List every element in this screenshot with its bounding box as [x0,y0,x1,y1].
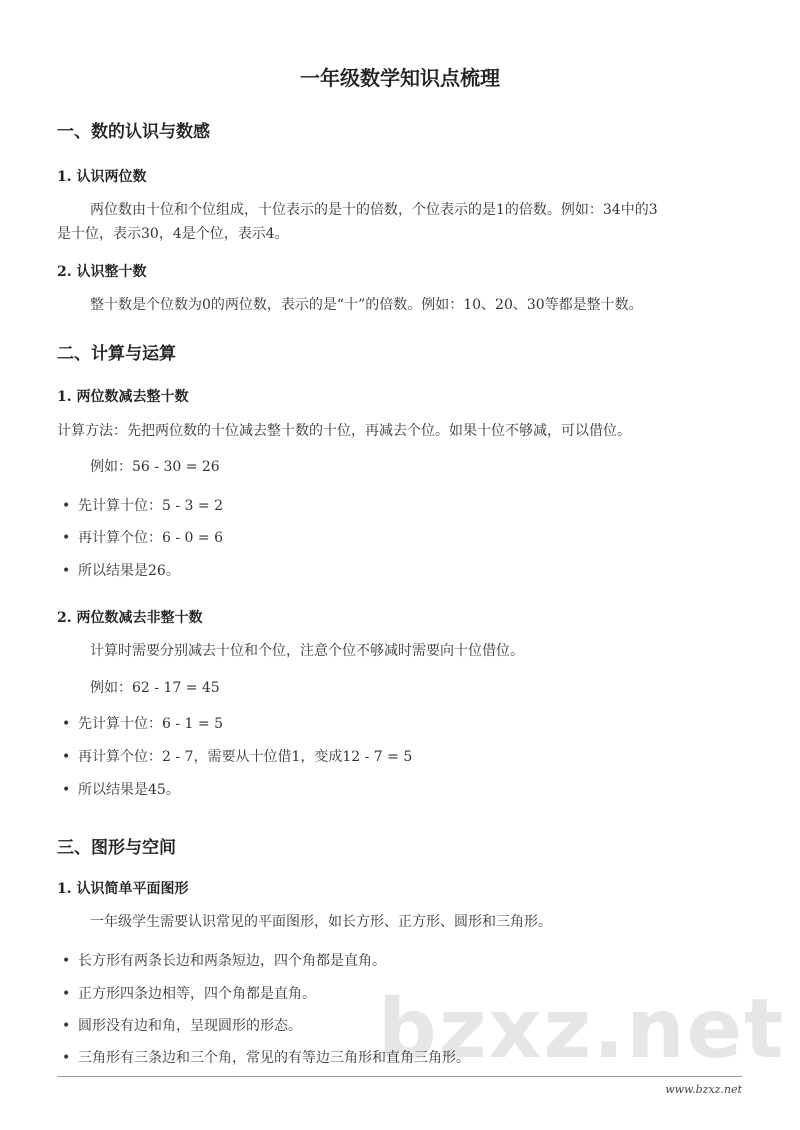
subheading: 2. 认识整十数 [57,264,147,280]
list-item: • 先计算十位：5 - 3 = 2 [62,499,223,513]
paragraph: 一年级学生需要认识常见的平面图形，如长方形、正方形、圆形和三角形。 [90,914,552,930]
list-item: • 再计算个位：2 - 7，需要从十位借1，变成12 - 7 = 5 [62,750,412,764]
subheading: 1. 认识两位数 [57,169,147,185]
section-heading-3: 三、图形与空间 [57,838,176,858]
page-title: 一年级数学知识点梳理 [300,66,500,90]
list-item: • 先计算十位：6 - 1 = 5 [62,717,223,731]
subheading: 1. 两位数减去整十数 [57,389,189,405]
paragraph: 是十位，表示30，4是个位，表示4。 [57,226,289,242]
list-item: • 正方形四条边相等，四个角都是直角。 [62,987,316,1001]
paragraph: 计算方法：先把两位数的十位减去整十数的十位，再减去个位。如果十位不够减，可以借位。 [57,423,631,439]
footer-url: www.bzxz.net [665,1083,742,1096]
list-item: • 所以结果是45。 [62,783,180,797]
paragraph: 整十数是个位数为0的两位数，表示的是“十”的倍数。例如：10、20、30等都是整十数。 [90,297,643,313]
paragraph: 计算时需要分别减去十位和个位，注意个位不够减时需要向十位借位。 [90,643,524,659]
subheading: 2. 两位数减去非整十数 [57,610,203,626]
list-item: • 圆形没有边和角，呈现圆形的形态。 [62,1019,302,1033]
paragraph: 两位数由十位和个位组成，十位表示的是十的倍数，个位表示的是1的倍数。例如：34中的3 [90,202,658,218]
example: 例如：62 - 17 = 45 [90,680,220,696]
list-item: • 再计算个位：6 - 0 = 6 [62,531,223,545]
list-item: • 长方形有两条长边和两条短边，四个角都是直角。 [62,954,386,968]
section-heading-2: 二、计算与运算 [57,344,176,364]
watermark: bzxz.net [378,982,786,1077]
footer-divider [57,1076,742,1077]
list-item: • 三角形有三条边和三个角，常见的有等边三角形和直角三角形。 [62,1051,470,1065]
example: 例如：56 - 30 = 26 [90,459,220,475]
section-heading-1: 一、数的认识与数感 [57,122,210,142]
subheading: 1. 认识简单平面图形 [57,881,189,897]
list-item: • 所以结果是26。 [62,564,180,578]
